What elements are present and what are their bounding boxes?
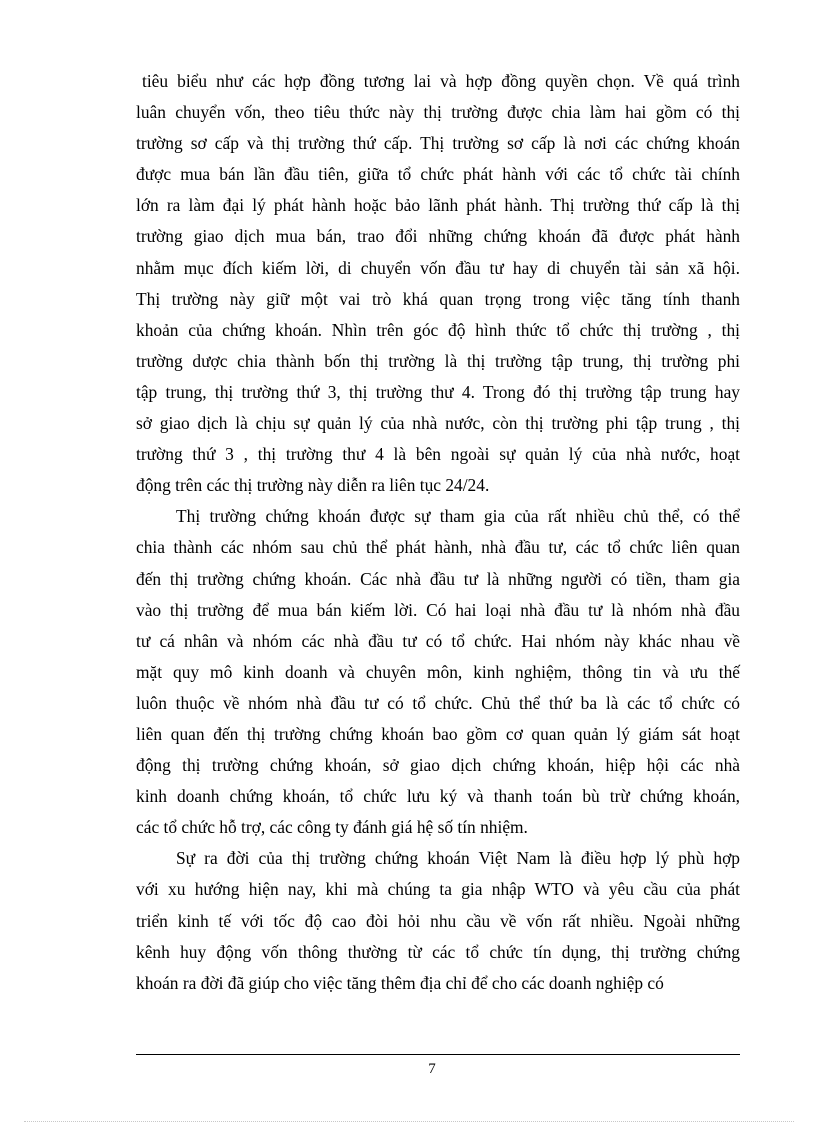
text-line: Thị trường này giữ một vai trò khá quan trọng trong việc tăng tính thanh: [136, 288, 740, 309]
text-line: liên quan đến thị trường chứng khoán bao gồm cơ quan quản lý giám sát hoạt: [136, 723, 740, 744]
text-line: động thị trường chứng khoán, sở giao dịch chứng khoán, hiệp hội các nhà: [136, 755, 740, 776]
text-line: trường thứ 3 , thị trường thư 4 là bên ngoài sự quản lý của nhà nước, hoạt: [136, 444, 740, 465]
text-line: kênh huy động vốn thông thường từ các tổ chức tín dụng, thị trường chứng: [136, 941, 740, 962]
text-line: sở giao dịch là chịu sự quản lý của nhà nước, còn thị trường phi tập trung , thị: [136, 413, 740, 434]
text-line: tư cá nhân và nhóm các nhà đầu tư có tổ chức. Hai nhóm này khác nhau về: [136, 630, 740, 651]
text-line: khoán ra đời đã giúp cho việc tăng thêm địa chỉ để cho các doanh nghiệp có: [136, 972, 664, 993]
text-line: chia thành các nhóm sau chủ thể phát hành, nhà đầu tư, các tổ chức liên quan: [136, 537, 740, 558]
text-line: các tổ chức hỗ trợ, các công ty đánh giá hệ số tín nhiệm.: [136, 817, 528, 838]
text-line: khoản của chứng khoán. Nhìn trên góc độ hình thức tổ chức thị trường , thị: [136, 319, 740, 340]
text-line: luân chuyển vốn, theo tiêu thức này thị trường được chia làm hai gồm có thị: [136, 102, 740, 123]
text-line: tập trung, thị trường thứ 3, thị trường thư 4. Trong đó thị trường tập trung hay: [136, 381, 740, 402]
text-line: động trên các thị trường này diễn ra liên tục 24/24.: [136, 475, 490, 496]
text-line: luôn thuộc về nhóm nhà đầu tư có tổ chức. Chủ thể thứ ba là các tổ chức có: [136, 692, 740, 713]
body-text: [136, 66, 740, 999]
page-bottom-border: [24, 1121, 794, 1122]
text-line: tiêu biểu như các hợp đồng tương lai và hợp đồng quyền chọn. Về quá trình: [142, 71, 740, 91]
text-line: trường giao dịch mua bán, trao đổi những chứng khoán đã được phát hành: [136, 226, 740, 247]
text-line: nhằm mục đích kiếm lời, di chuyển vốn đầu tư hay di chuyển tài sản xã hội.: [136, 257, 740, 278]
text-line: được mua bán lần đầu tiên, giữa tổ chức phát hành với các tổ chức tài chính: [136, 164, 740, 185]
text-line: vào thị trường để mua bán kiếm lời. Có hai loại nhà đầu tư là nhóm nhà đầu: [136, 599, 740, 620]
text-line: lớn ra làm đại lý phát hành hoặc bảo lãnh phát hành. Thị trường thứ cấp là thị: [136, 195, 740, 216]
text-line: đến thị trường chứng khoán. Các nhà đầu tư là những người có tiền, tham gia: [136, 568, 740, 589]
text-line: với xu hướng hiện nay, khi mà chúng ta gia nhập WTO và yêu cầu của phát: [136, 879, 740, 900]
text-line: trường sơ cấp và thị trường thứ cấp. Thị trường sơ cấp là nơi các chứng khoán: [136, 133, 740, 154]
text-line: kinh doanh chứng khoán, tổ chức lưu ký và thanh toán bù trừ chứng khoán,: [136, 786, 740, 807]
text-line: trường dược chia thành bốn thị trường là thị trường tập trung, thị trường phi: [136, 350, 740, 371]
footer-rule: [136, 1054, 740, 1055]
text-line: mặt quy mô kinh doanh và chuyên môn, kinh nghiệm, thông tin và ưu thế: [136, 661, 740, 682]
text-line: triển kinh tế với tốc độ cao đòi hỏi nhu cầu về vốn rất nhiều. Ngoài những: [136, 910, 740, 931]
text-line: Sự ra đời của thị trường chứng khoán Việt Nam là điều hợp lý phù hợp: [176, 848, 740, 869]
page-number: 7: [428, 1061, 436, 1077]
text-line: Thị trường chứng khoán được sự tham gia của rất nhiều chủ thể, có thể: [176, 506, 740, 527]
